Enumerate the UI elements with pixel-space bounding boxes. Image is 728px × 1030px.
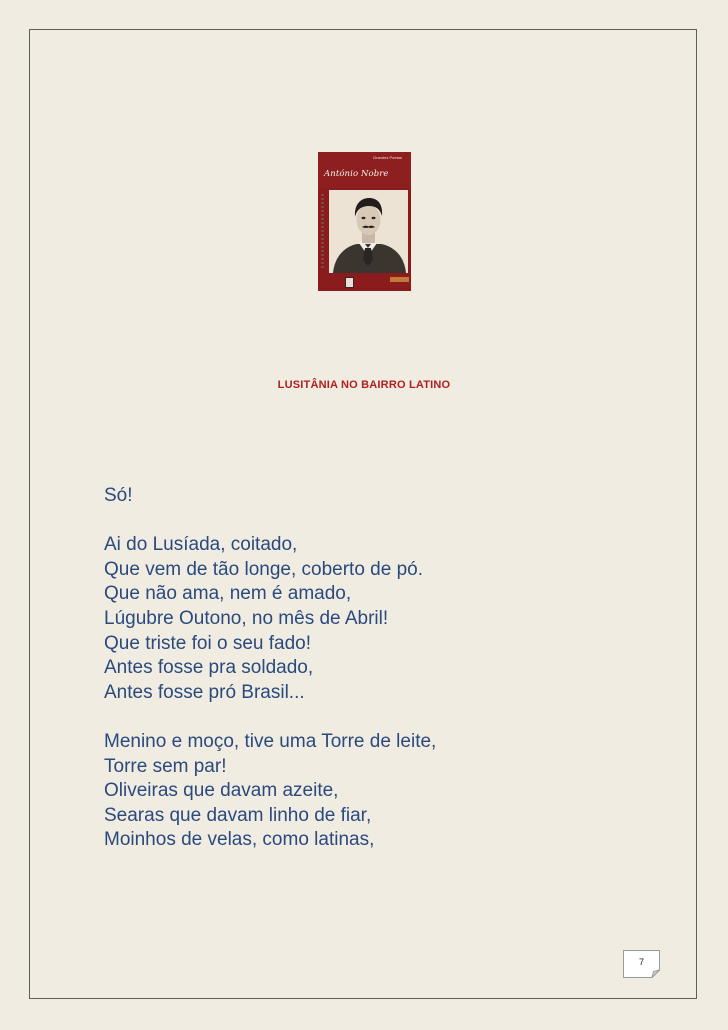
poem-line: Moinhos de velas, como latinas, bbox=[104, 829, 375, 851]
poem-line: Que triste foi o seu fado! bbox=[104, 632, 312, 654]
page-number-badge bbox=[623, 950, 660, 978]
cover-author-name: António Nobre bbox=[324, 169, 389, 179]
poem-line: Menino e moço, tive uma Torre de leite, bbox=[104, 730, 437, 752]
poem-line: Searas que davam linho de fiar, bbox=[104, 804, 372, 826]
poem-line: Antes fosse pró Brasil... bbox=[104, 681, 305, 703]
poem-line: Lúgubre Outono, no mês de Abril! bbox=[104, 607, 389, 629]
poem-line: Que não ama, nem é amado, bbox=[104, 583, 352, 605]
cover-series-label: Grandes Poetas bbox=[373, 155, 402, 160]
stanza-3 bbox=[104, 730, 644, 853]
poem-line: Oliveiras que davam azeite, bbox=[104, 780, 339, 802]
poem-line: Torre sem par! bbox=[104, 755, 227, 777]
poem-body bbox=[104, 484, 644, 878]
poem-line: Ai do Lusíada, coitado, bbox=[104, 534, 298, 556]
publisher-logo bbox=[345, 277, 354, 288]
poem-line: Que vem de tão longe, coberto de pó. bbox=[104, 558, 423, 580]
cover-spine-text bbox=[321, 194, 324, 270]
poem-line: Antes fosse pra soldado, bbox=[104, 657, 314, 679]
book-cover-image bbox=[318, 152, 411, 291]
page-number: 7 bbox=[638, 957, 644, 967]
cover-label-tag bbox=[390, 277, 409, 282]
poem-line: Só! bbox=[104, 485, 133, 506]
author-portrait bbox=[329, 190, 408, 273]
stanza-2 bbox=[104, 533, 644, 705]
stanza-1 bbox=[104, 484, 644, 509]
poem-title: LUSITÂNIA NO BAIRRO LATINO bbox=[277, 379, 451, 391]
